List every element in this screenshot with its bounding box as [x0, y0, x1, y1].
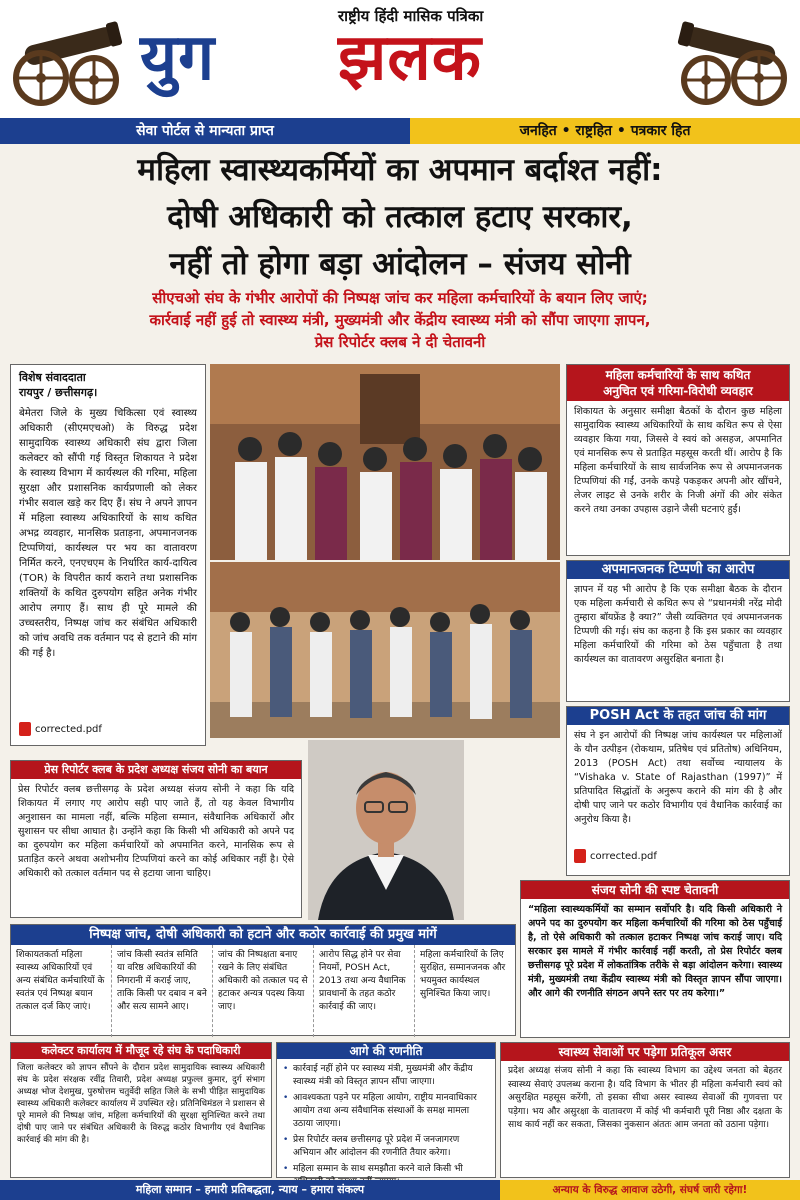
statement-body: प्रेस रिपोर्टर क्लब छत्तीसगढ़ के प्रदेश अध्यक्ष संजय सोनी ने कहा कि यदि शिकायत में लगाए गए आरोप सही पाए जाते हैं, तो यह केवल विभागीय अनुशासन का मामला नहीं, बल्कि महिला सम्मान, संवैधानिक अधिकारों और सुशासन पर सीधा आघात है। उन्होंने कहा कि किसी भी अधिकारी को अपने पद का दुरुपयोग कर महिला कर्मचारियों को अपमानित करने, मानसिक रूप से प्रताड़ित करने अथवा अशोभनीय टिप्पणियां करने का कोई अधिकार नहीं है। ऐसे अधिकारी को तत्काल वर्तमान पद से हटाया जाना चाहिए। [18, 784, 294, 879]
impact-body: प्रदेश अध्यक्ष संजय सोनी ने कहा कि स्वास्थ्य विभाग का उद्देश्य जनता को बेहतर स्वास्थ्य सेवाएं उपलब्ध कराना है। यदि विभाग के भीतर ही महिला कर्मचारी स्वयं को असुरक्षित महसूस करेंगी, तो इसका सीधा असर स्वास्थ्य सेवाओं की गुणवत्ता पर पड़ेगा। भय और असुरक्षा के वातावरण में कोई भी कर्मचारी पूरी निष्ठा और दक्षता के साथ कार्य नहीं कर सकता, जिसका नुकसान अंततः आम जनता को उठाना पड़ेगा। [508, 1066, 782, 1130]
warning-heading: संजय सोनी की स्पष्ट चेतावनी [521, 881, 789, 899]
statement-heading: प्रेस रिपोर्टर क्लब के प्रदेश अध्यक्ष संजय सोनी का बयान [11, 761, 301, 779]
masthead-title-jhalak: झलक [338, 21, 482, 95]
conduct-heading-line: महिला कर्मचारियों के साथ कथित [605, 368, 751, 382]
demand-item: जांच की निष्पक्षता बनाए रखने के लिए संबंधित अधिकारी को तत्काल पद से हटाकर अन्यत्र पदस्थ किया जाए। [213, 945, 314, 1037]
footer-left: महिला सम्मान – हमारी प्रतिबद्धता, न्याय – हमारा संकल्प [0, 1180, 500, 1200]
left-article [10, 364, 206, 746]
collector-body: जिला कलेक्टर को ज्ञापन सौंपने के दौरान प्रदेश सामुदायिक स्वास्थ्य अधिकारी संघ के प्रदेश संरक्षक रवींद्र तिवारी, प्रदेश अध्यक्ष प्रफुल्ल कुमार, दुर्ग संभाग अध्यक्ष भोज देशमुख, पुरुषोत्तम चतुर्वेदी सहित जिले के सभी पीड़ित सामुदायिक स्वास्थ्य अधिकारी कलेक्टर कार्यालय में उपस्थित रहे। प्रतिनिधिमंडल ने प्रशासन से पूरे मामले की निष्पक्ष जांच, महिला कर्मचारियों की सुरक्षा सुनिश्चित करने तथा दोषी पाए जाने पर संबंधित अधिकारी के विरुद्ध कठोर विभागीय एवं वैधानिक कार्रवाई की मांग की है। [17, 1063, 265, 1145]
strategy-heading: आगे की रणनीति [277, 1043, 495, 1059]
strategy-item: • महिला सम्मान के साथ समझौता करने वाले किसी भी [283, 1163, 489, 1189]
remark-heading: अपमानजनक टिप्पणी का आरोप [567, 561, 789, 579]
group-photo-illustration [210, 562, 560, 738]
posh-heading: POSH Act के तहत जांच की मांग [567, 707, 789, 725]
posh-body: संघ ने इन आरोपों की निष्पक्ष जांच कार्यस्थल पर महिलाओं के यौन उत्पीड़न (रोकथाम, प्रतिषेध एवं प्रतितोष) अधिनियम, 2013 (POSH Act) तथा सर्वोच्च न्यायालय के “Vishaka v. State of Rajasthan (1997)” में प्रतिपादित सिद्धांतों के अनुरूप कराने की मांग की है और दोषी पाए जाने पर कठोर विभागीय एवं वैधानिक कार्रवाई का अनुरोध किया है। [574, 730, 782, 825]
collector-heading: कलेक्टर कार्यालय में मौजूद रहे संघ के पदाधिकारी [11, 1043, 271, 1059]
strategy-box [276, 1042, 496, 1178]
recognition-band: सेवा पोर्टल से मान्यता प्राप्त [0, 118, 410, 144]
statement-box [10, 760, 302, 918]
headline-line: महिला स्वास्थ्यकर्मियों का अपमान बर्दाश्त नहीं: [137, 152, 663, 188]
conduct-box [566, 364, 790, 556]
impact-heading: स्वास्थ्य सेवाओं पर पड़ेगा प्रतिकूल असर [501, 1043, 789, 1061]
protest-photo-2 [210, 562, 560, 738]
pdf-filename: corrected.pdf [590, 850, 657, 862]
strategy-list [277, 1059, 495, 1196]
conduct-body: शिकायत के अनुसार समीक्षा बैठकों के दौरान कुछ महिला सामुदायिक स्वास्थ्य अधिकारियों के साथ कथित रूप से ऐसा व्यवहार किया गया, जिससे वे स्वयं को असहज, अपमानित एवं मानसिक रूप से प्रताड़ित महसूस करती थीं। आरोप है कि महिला कर्मचारियों के साथ सार्वजनिक रूप से अपमानजनक टिप्पणियां की गईं, उनके कपड़े पकड़कर अपनी ओर खींचने, लेजर लाइट से उनके शरीर के निजी अंगों की ओर संकेत करने तथा उनका उपहास उड़ाने जैसी घटनाएं हुईं। [574, 406, 782, 515]
pdf-icon [574, 849, 586, 863]
main-headline [10, 147, 790, 288]
remark-box [566, 560, 790, 702]
remark-body: ज्ञापन में यह भी आरोप है कि एक समीक्षा बैठक के दौरान एक महिला कर्मचारी से कथित रूप से “प्रधानमंत्री नरेंद्र मोदी तुम्हारा बॉयफ्रेंड है क्या?” जैसी व्यक्तिगत एवं अपमानजनक टिप्पणी की गई। संघ का कहना है कि इस प्रकार का व्यवहार महिला कर्मचारियों की गरिमा को ठेस पहुँचाता है तथा कार्यस्थल का वातावरण असुरक्षित बनाता है। [574, 584, 782, 665]
sub-headline-line: प्रेस रिपोर्टर क्लब ने दी चेतावनी [314, 333, 486, 351]
pdf-attachment[interactable] [19, 722, 197, 736]
sub-headline-line: सीएचओ संघ के गंभीर आरोपों की निष्पक्ष जांच कर महिला कर्मचारियों के बयान लिए जाएं; [152, 289, 648, 307]
demand-item: शिकायतकर्ता महिला स्वास्थ्य अधिकारियों एवं अन्य संबंधित कर्मचारियों के स्वतंत्र एवं निष्पक्ष बयान तत्काल दर्ज किए जाएं। [11, 945, 112, 1037]
demands-list [11, 945, 515, 1037]
collector-box [10, 1042, 272, 1178]
masthead-title-yug: युग [140, 21, 216, 95]
group-photo-illustration [210, 364, 560, 560]
demand-item: आरोप सिद्ध होने पर सेवा नियमों, POSH Act, 2013 तथा अन्य वैधानिक प्रावधानों के तहत कठोर कार्रवाई की जाए। [314, 945, 415, 1037]
portrait-photo [308, 740, 464, 920]
sub-headline-line: कार्रवाई नहीं हुई तो स्वास्थ्य मंत्री, मुख्यमंत्री और केंद्रीय स्वास्थ्य मंत्री को सौंपा जाएगा ज्ञापन, [149, 311, 651, 329]
pdf-icon [19, 722, 31, 736]
conduct-heading [567, 365, 789, 401]
masthead-tagline: राष्ट्रीय हिंदी मासिक पत्रिका [338, 7, 484, 25]
warning-box [520, 880, 790, 1038]
cannon-icon [6, 8, 128, 108]
demands-box [10, 924, 516, 1036]
posh-box [566, 706, 790, 876]
cannon-icon [672, 8, 794, 108]
dateline: रायपुर / छत्तीसगढ़। [19, 386, 98, 399]
strategy-item: • प्रेस रिपोर्टर क्लब छत्तीसगढ़ पूरे प्रदेश में जनजागरण अभियान और आंदोलन की रणनीति तैयार करेगा। [283, 1134, 489, 1160]
strategy-item: • कार्रवाई नहीं होने पर स्वास्थ्य मंत्री, मुख्यमंत्री और केंद्रीय स्वास्थ्य मंत्री को विस्तृत ज्ञापन सौंपा जाएगा। [283, 1063, 489, 1089]
demand-item: जांच किसी स्वतंत्र समिति या वरिष्ठ अधिकारियों की निगरानी में कराई जाए, ताकि किसी पर दबाव न बने और सत्य सामने आए। [112, 945, 213, 1037]
impact-box [500, 1042, 790, 1178]
headline-line: नहीं तो होगा बड़ा आंदोलन – संजय सोनी [169, 246, 631, 282]
footer [0, 1180, 800, 1200]
conduct-heading-line: अनुचित एवं गरिमा-विरोधी व्यवहार [603, 384, 753, 398]
article-body: बेमेतरा जिले के मुख्य चिकित्सा एवं स्वास्थ्य अधिकारी (सीएमएचओ) के विरुद्ध प्रदेश सामुदायिक स्वास्थ्य अधिकारी संघ द्वारा जिला कलेक्टर को सौंपी गई विस्तृत शिकायत ने प्रदेश के स्वास्थ्य विभाग में कार्यस्थल की गरिमा, महिला सुरक्षा और प्रशासनिक कार्यप्रणाली को लेकर गंभीर सवाल खड़े कर दिए हैं। संघ ने अपने ज्ञापन में महिला स्वास्थ्य अधिकारियों के साथ कथित अभद्र व्यवहार, मानसिक प्रताड़ना, अपमानजनक टिप्पणियां, कार्यस्थल पर भय का वातावरण निर्मित करने, एनएचएम के निर्धारित कार्य-दायित्व (TOR) के विपरीत कार्य कराने तथा प्रशासनिक शक्तियों के कथित दुरुपयोग सहित अनेक गंभीर आरोप लगाए हैं। साथ ही पूरे मामले की उच्चस्तरीय, निष्पक्ष जांच कर संबंधित अधिकारी को जांच अवधि तक वर्तमान पद से हटाने की मांग की गई है। [19, 408, 197, 659]
portrait-illustration [308, 740, 464, 920]
pdf-filename: corrected.pdf [35, 723, 102, 735]
masthead [0, 0, 800, 118]
warning-body: “महिला स्वास्थ्यकर्मियों का सम्मान सर्वोपरि है। यदि किसी अधिकारी ने अपने पद का दुरुपयोग कर महिला कर्मचारियों की गरिमा को ठेस पहुँचाई है, तो ऐसे अधिकारी को तत्काल हटाकर निष्पक्ष जांच कराई जाए। यदि सरकार इस मामले में गंभीर कार्रवाई नहीं करती, तो प्रेस रिपोर्टर क्लब छत्तीसगढ़ पूरे प्रदेश में लोकतांत्रिक तरीके से बड़ा आंदोलन करेगा। स्वास्थ्य मंत्री, मुख्यमंत्री तथा केंद्रीय स्वास्थ्य मंत्री को विस्तृत ज्ञापन सौंपा जाएगा। और आगे की रणनीति संगठन अपने स्तर पर तय करेगा।” [528, 904, 782, 999]
protest-photo-1 [210, 364, 560, 560]
footer-right: अन्याय के विरुद्ध आवाज उठेगी, संघर्ष जारी रहेगा! [500, 1180, 800, 1200]
motto-band: जनहित • राष्ट्रहित • पत्रकार हित [410, 118, 800, 144]
pdf-attachment[interactable] [567, 849, 789, 863]
demands-heading: निष्पक्ष जांच, दोषी अधिकारी को हटाने और कठोर कार्रवाई की प्रमुख मांगें [11, 925, 515, 945]
sub-headline [10, 287, 790, 353]
byline: विशेष संवाददाता [19, 371, 86, 384]
headline-line: दोषी अधिकारी को तत्काल हटाए सरकार, [167, 199, 633, 235]
demand-item: महिला कर्मचारियों के लिए सुरक्षित, सम्मानजनक और भयमुक्त कार्यस्थल सुनिश्चित किया जाए। [420, 950, 506, 999]
strategy-item: • आवश्यकता पड़ने पर महिला आयोग, राष्ट्रीय मानवाधिकार आयोग तथा अन्य संवैधानिक संस्थाओं के समक्ष मामला उठाया जाएगा। [283, 1092, 489, 1131]
